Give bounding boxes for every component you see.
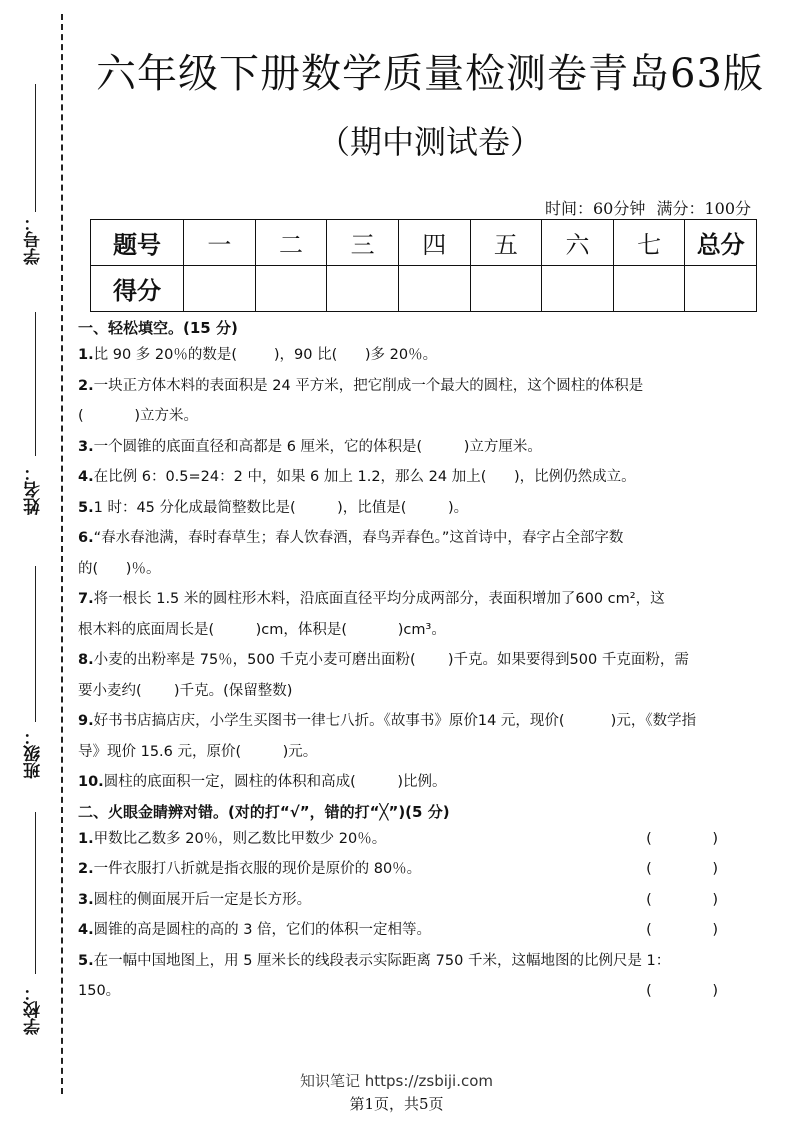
section-1-questions bbox=[78, 340, 754, 798]
exam-title: 六年级下册数学质量检测卷青岛63版 bbox=[96, 51, 764, 97]
section-1-heading: 一、轻松填空。(15 分) bbox=[78, 319, 238, 337]
school-label: 学校： bbox=[24, 984, 44, 1035]
question-text: 根木料的底面周长是( )cm，体积是( )cm³。 bbox=[78, 621, 446, 638]
score-table bbox=[90, 219, 757, 312]
class-underline bbox=[35, 566, 36, 722]
exam-subtitle: （期中测试卷） bbox=[317, 123, 542, 161]
binding-margin bbox=[0, 0, 70, 1122]
section-2-questions bbox=[78, 824, 754, 1007]
question-row bbox=[78, 946, 754, 977]
question-row bbox=[78, 737, 754, 768]
question-row bbox=[78, 645, 754, 676]
question-row bbox=[78, 885, 754, 916]
score-input-cell[interactable] bbox=[398, 266, 470, 312]
question-row bbox=[78, 493, 754, 524]
class-label: 班级： bbox=[24, 728, 44, 779]
page-number: 第1页，共5页 bbox=[349, 1095, 444, 1113]
question-number: 8. bbox=[78, 652, 94, 668]
question-row bbox=[78, 676, 754, 707]
score-input-cell[interactable] bbox=[613, 266, 685, 312]
question-row bbox=[78, 824, 754, 855]
question-row bbox=[78, 767, 754, 798]
question-number: 5. bbox=[78, 499, 94, 516]
score-cell: 七 bbox=[613, 220, 685, 266]
question-number: 3. bbox=[78, 438, 94, 455]
question-text: 要小麦约( )千克。(保留整数) bbox=[78, 682, 293, 699]
score-cell: 一 bbox=[184, 220, 256, 266]
answer-parentheses[interactable]: ( ) bbox=[646, 830, 746, 847]
question-row bbox=[78, 615, 754, 646]
score-input-cell[interactable] bbox=[184, 266, 256, 312]
score-cell: 题号 bbox=[91, 220, 184, 266]
question-row bbox=[78, 340, 754, 371]
question-text: 圆锥的高是圆柱的高的 3 倍，它们的体积一定相等。 bbox=[93, 922, 432, 938]
question-text: 150。 bbox=[78, 983, 121, 999]
question-number: 1. bbox=[78, 347, 94, 363]
student-id-label: 学号： bbox=[24, 214, 44, 265]
question-row bbox=[78, 584, 754, 615]
student-id-underline bbox=[35, 84, 36, 212]
question-text: 甲数比乙数多 20％，则乙数比甲数少 20％。 bbox=[93, 830, 387, 847]
question-text: 一个圆锥的底面直径和高都是 6 厘米，它的体积是( )立方厘米。 bbox=[93, 438, 542, 455]
question-text: 导》现价 15.6 元，原价( )元。 bbox=[78, 743, 318, 760]
section-2-heading: 二、火眼金睛辨对错。(对的打“√”，错的打“╳”)(5 分) bbox=[78, 802, 450, 821]
question-number: 9. bbox=[78, 713, 94, 729]
question-text: “春水春池满，春时春草生；春人饮春酒，春鸟弄春色。”这首诗中，春字占全部字数 bbox=[93, 530, 624, 546]
score-input-cell[interactable] bbox=[685, 266, 757, 312]
answer-parentheses[interactable]: ( ) bbox=[646, 922, 746, 938]
school-underline bbox=[35, 812, 36, 974]
score-cell: 六 bbox=[542, 220, 614, 266]
question-row bbox=[78, 462, 754, 493]
question-number: 7. bbox=[78, 591, 94, 607]
score-input-cell[interactable] bbox=[542, 266, 614, 312]
question-text: 将一根长 1.5 米的圆柱形木料，沿底面直径平均分成两部分，表面积增加了600 cm²，这 bbox=[93, 591, 665, 607]
score-table-score-row bbox=[91, 266, 757, 312]
question-number: 2. bbox=[78, 861, 94, 877]
question-text: 在一幅中国地图上，用 5 厘米长的线段表示实际距离 750 千米，这幅地图的比例尺是 1： bbox=[93, 952, 671, 969]
question-text: 的( )％。 bbox=[78, 560, 161, 577]
score-table-header-row bbox=[91, 220, 757, 266]
question-number: 6. bbox=[78, 530, 94, 546]
question-number: 4. bbox=[78, 922, 94, 938]
question-text: 圆柱的底面积一定，圆柱的体积和高成( )比例。 bbox=[103, 774, 447, 790]
question-text: 在比例 6：0.5=24：2 中，如果 6 加上 1.2，那么 24 加上( )，比例仍然成立。 bbox=[93, 469, 636, 485]
question-row bbox=[78, 554, 754, 585]
answer-parentheses[interactable]: ( ) bbox=[646, 983, 746, 999]
answer-parentheses[interactable]: ( ) bbox=[646, 861, 746, 877]
score-cell: 二 bbox=[255, 220, 327, 266]
exam-meta bbox=[539, 196, 751, 219]
answer-parentheses[interactable]: ( ) bbox=[646, 891, 746, 908]
question-number: 2. bbox=[78, 377, 94, 394]
question-row bbox=[78, 976, 754, 1007]
question-row bbox=[78, 371, 754, 402]
question-text: 一块正方体木料的表面积是 24 平方米，把它削成一个最大的圆柱，这个圆柱的体积是 bbox=[93, 377, 644, 394]
question-row bbox=[78, 706, 754, 737]
question-row bbox=[78, 854, 754, 885]
question-row bbox=[78, 523, 754, 554]
question-text: 小麦的出粉率是 75％，500 千克小麦可磨出面粉( )千克。如果要得到500 千克面粉，需 bbox=[93, 652, 689, 668]
score-cell: 四 bbox=[398, 220, 470, 266]
score-cell: 三 bbox=[327, 220, 399, 266]
time-limit: 时间：60分钟 bbox=[544, 199, 646, 218]
full-score: 满分：100分 bbox=[656, 199, 751, 218]
score-input-cell[interactable] bbox=[470, 266, 542, 312]
question-text: 圆柱的侧面展开后一定是长方形。 bbox=[93, 891, 312, 908]
question-number: 4. bbox=[78, 469, 94, 485]
question-row bbox=[78, 915, 754, 946]
question-text: 1 时：45 分化成最简整数比是( )，比值是( )。 bbox=[93, 499, 469, 516]
question-row bbox=[78, 401, 754, 432]
name-underline bbox=[35, 312, 36, 456]
score-cell: 总分 bbox=[685, 220, 757, 266]
name-label: 姓名： bbox=[24, 464, 44, 515]
question-number: 1. bbox=[78, 830, 94, 847]
question-text: 一件衣服打八折就是指衣服的现价是原价的 80％。 bbox=[93, 861, 422, 877]
footer-site: 知识笔记 https://zsbiji.com bbox=[299, 1072, 494, 1090]
cut-line bbox=[61, 14, 63, 1094]
question-row bbox=[78, 432, 754, 463]
question-text: 好书书店搞店庆，小学生买图书一律七八折。《故事书》原价14 元，现价( )元，《数学指 bbox=[93, 713, 697, 729]
question-number: 3. bbox=[78, 891, 94, 908]
score-input-cell[interactable] bbox=[255, 266, 327, 312]
question-text: ( )立方米。 bbox=[78, 408, 199, 424]
score-cell: 得分 bbox=[91, 266, 184, 312]
score-input-cell[interactable] bbox=[327, 266, 399, 312]
exam-content bbox=[78, 316, 754, 1007]
score-cell: 五 bbox=[470, 220, 542, 266]
question-number: 5. bbox=[78, 952, 94, 969]
question-number: 10. bbox=[78, 774, 104, 790]
question-text: 比 90 多 20％的数是( )，90 比( )多 20％。 bbox=[93, 347, 438, 363]
